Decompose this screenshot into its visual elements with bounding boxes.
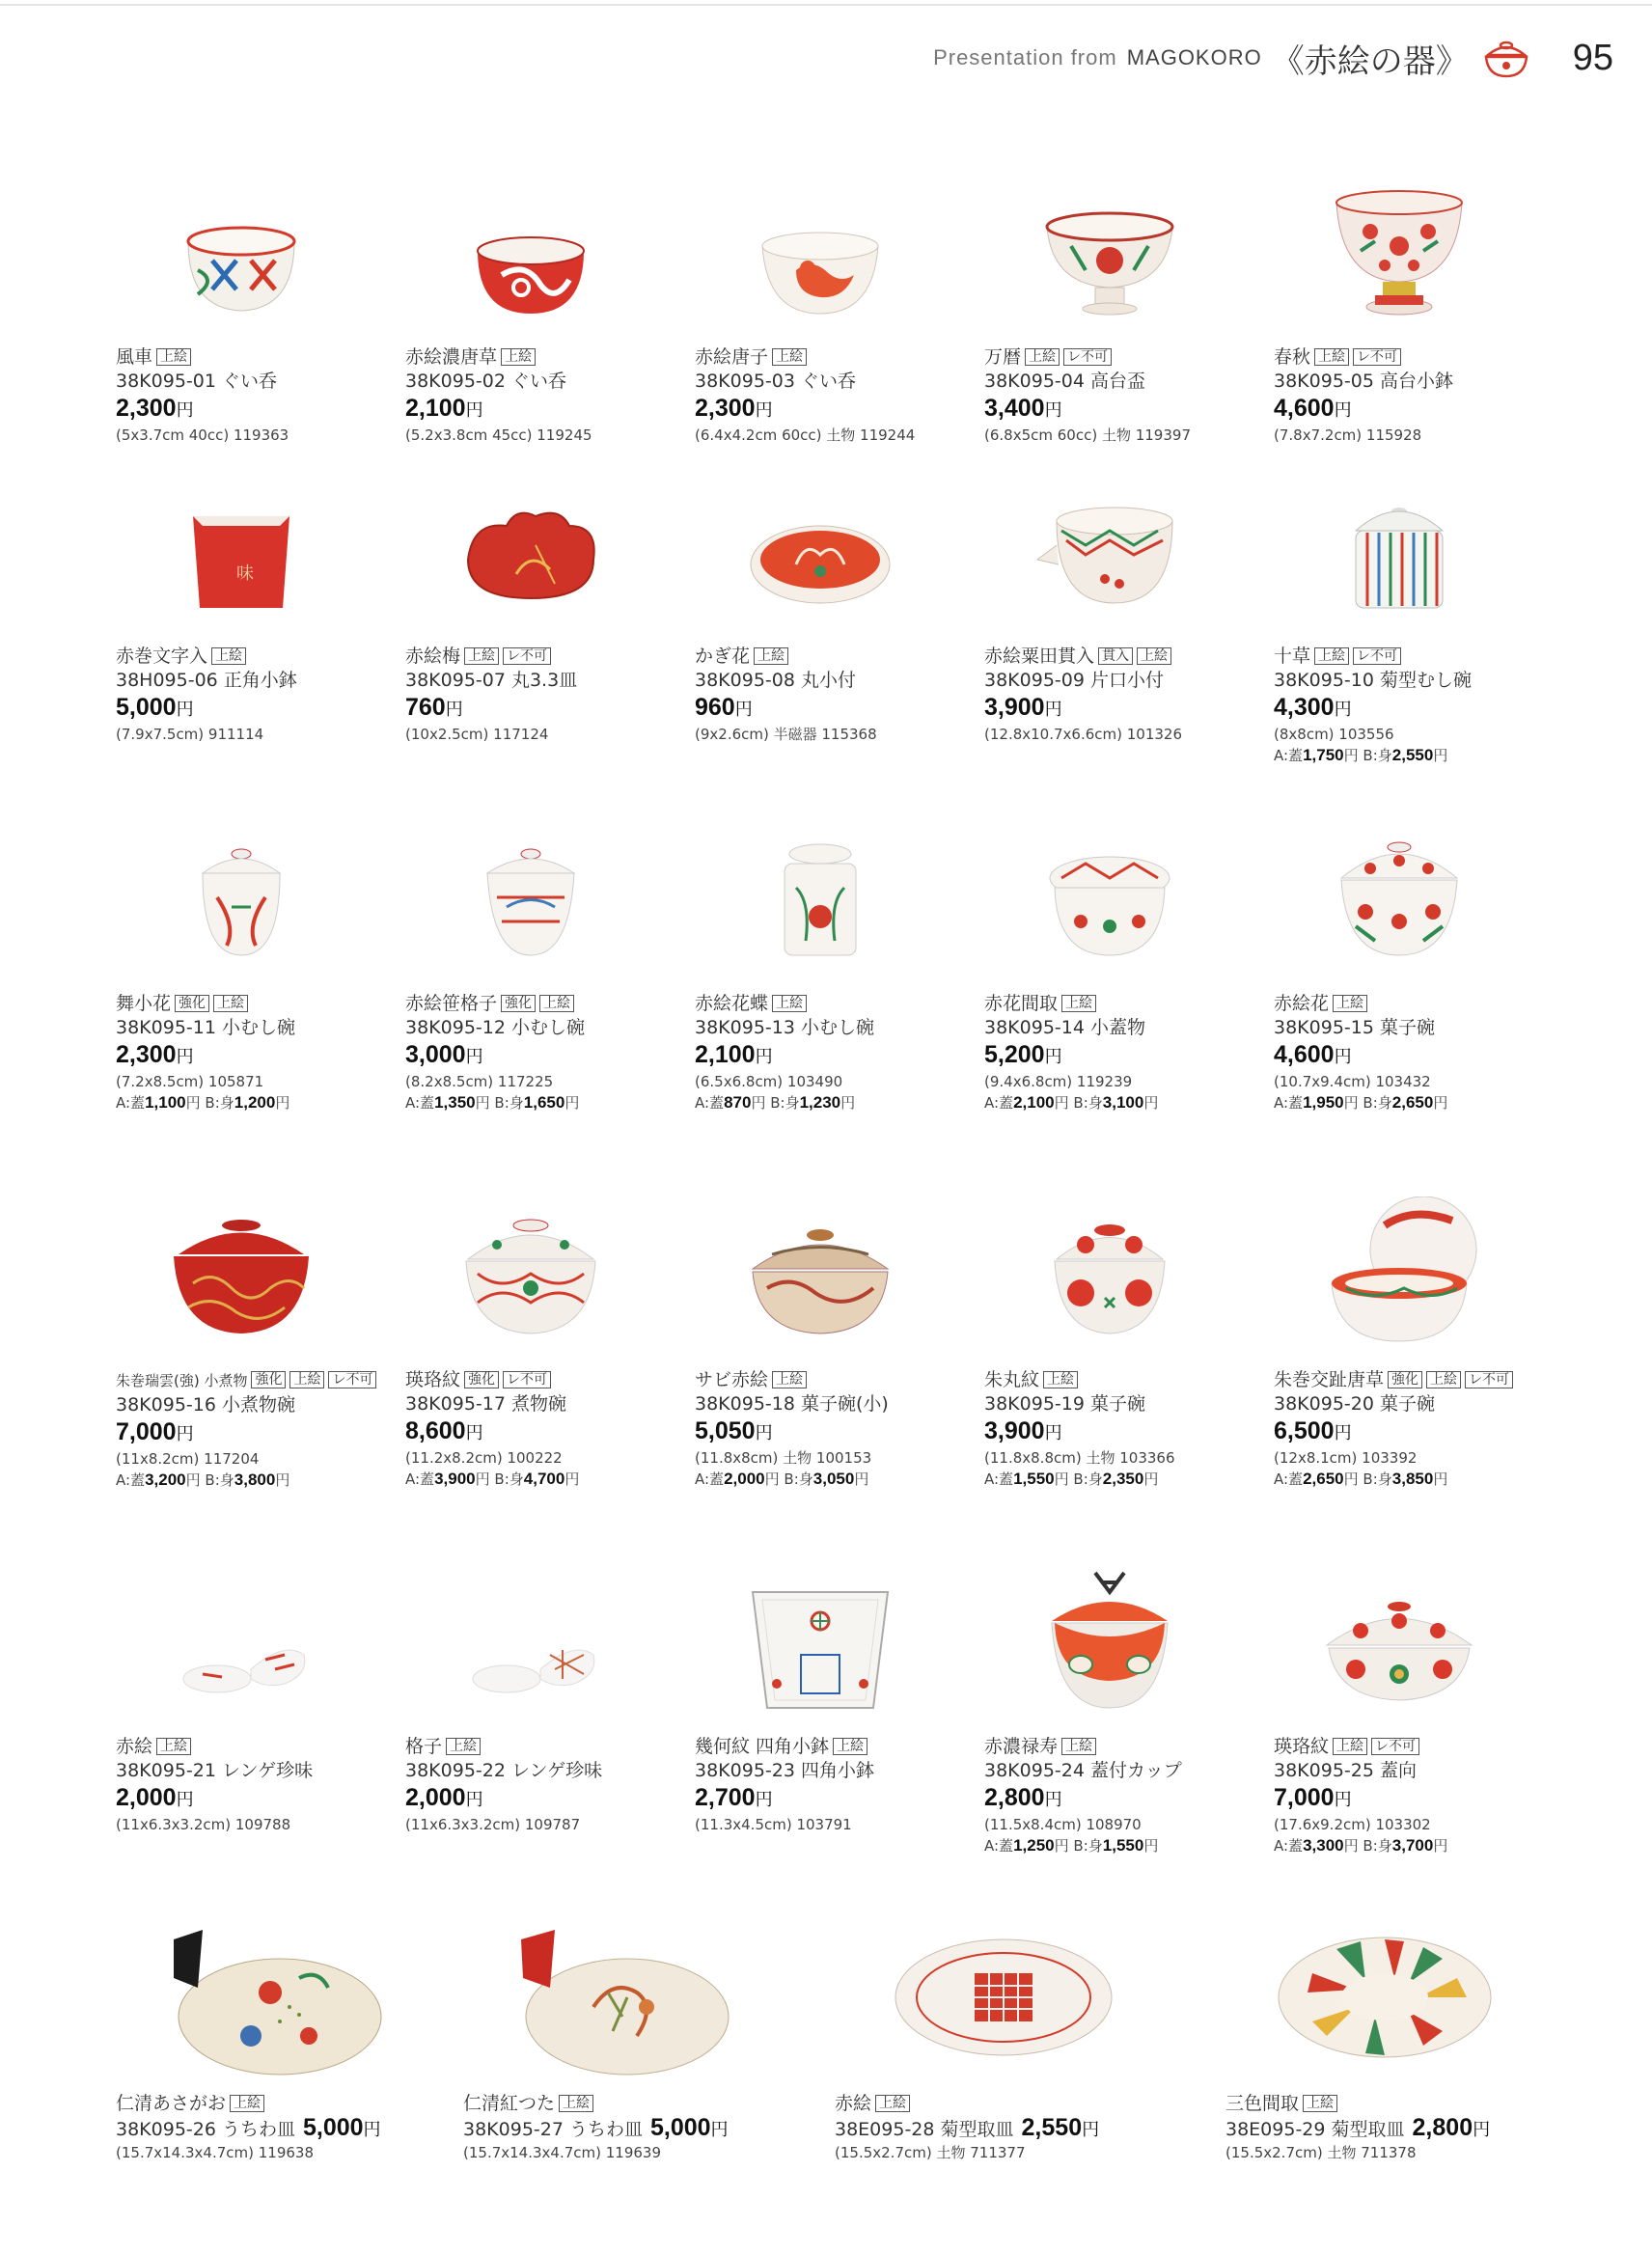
product-code: 38K095-04 高台盃 [984, 371, 1145, 392]
product-spec: (11x6.3x3.2cm) 109787 [405, 1816, 581, 1833]
product-name: 風車 [116, 346, 153, 368]
badge: 上絵 [1061, 995, 1096, 1012]
price: 7,000 [116, 1418, 177, 1445]
yen: 円 [1334, 700, 1352, 719]
body-price: 3,100 [1102, 1093, 1144, 1112]
badge: 上絵 [211, 647, 246, 665]
yen: 円 [755, 1047, 773, 1066]
price: 2,000 [116, 1784, 177, 1811]
product-image [96, 1177, 386, 1361]
badge: 強化 [464, 1371, 499, 1388]
page-number: 95 [1572, 37, 1613, 78]
product-image [386, 154, 675, 338]
product-name: 舞小花 [116, 993, 172, 1014]
product-image [96, 1544, 386, 1727]
price: 4,600 [1274, 395, 1335, 422]
lid-body-prices: A:蓋870円 B:身1,230円 [695, 1093, 856, 1112]
lid-price: 870 [724, 1093, 752, 1112]
product-card[interactable] [96, 801, 386, 1113]
product-card[interactable] [965, 154, 1254, 446]
product-name: 朱巻交趾唐草 [1274, 1369, 1385, 1390]
product-spec: (11.8x8.8cm) 土物 103366 [984, 1449, 1175, 1467]
product-code: 38K095-16 小煮物碗 [116, 1394, 295, 1416]
product-spec: (5x3.7cm 40cc) 119363 [116, 426, 289, 444]
lid-body-prices: A:蓋3,200円 B:身3,800円 [116, 1471, 290, 1489]
product-image [965, 1544, 1254, 1727]
product-card[interactable] [1206, 1891, 1563, 2163]
lid-body-prices: A:蓋2,650円 B:身3,850円 [1274, 1470, 1448, 1488]
product-name: 赤絵粟田貫入 [984, 646, 1095, 667]
product-spec: (11x6.3x3.2cm) 109788 [116, 1816, 291, 1833]
product-code: 38K095-17 煮物碗 [405, 1393, 566, 1415]
product-card[interactable] [965, 1177, 1254, 1491]
lid-price: 3,900 [434, 1470, 476, 1488]
product-image [965, 801, 1254, 984]
yen: 円 [465, 1047, 483, 1066]
yen: 円 [176, 700, 194, 719]
product-code: 38K095-01 ぐい呑 [116, 371, 277, 392]
price: 2,300 [116, 395, 177, 422]
price: 960 [695, 694, 735, 721]
lid-body-prices: A:蓋1,750円 B:身2,550円 [1274, 746, 1448, 764]
product-name: 春秋 [1274, 346, 1311, 368]
product-card[interactable] [386, 154, 675, 446]
body-price: 2,650 [1391, 1093, 1434, 1112]
product-card[interactable] [96, 1544, 386, 1856]
product-spec: (12x8.1cm) 103392 [1274, 1449, 1418, 1467]
product-spec: (15.7x14.3x4.7cm) 119639 [463, 2144, 661, 2161]
badge: 上絵 [289, 1371, 324, 1388]
product-name: 赤絵花蝶 [695, 993, 769, 1014]
price: 2,700 [695, 1784, 756, 1811]
product-name: 赤絵唐子 [695, 346, 769, 368]
badge: レ不可 [1063, 348, 1112, 366]
yen: 円 [363, 2120, 381, 2139]
badge: 強化 [251, 1371, 286, 1388]
badge: レ不可 [503, 647, 551, 665]
price: 5,200 [984, 1041, 1045, 1068]
badge: 上絵 [1426, 1371, 1461, 1388]
product-spec: (6.5x6.8cm) 103490 [695, 1073, 843, 1090]
yen: 円 [176, 1790, 194, 1809]
product-spec: (11.8x8cm) 土物 100153 [695, 1449, 872, 1467]
product-image [1254, 1177, 1544, 1361]
price: 3,900 [984, 694, 1045, 721]
body-price: 1,230 [799, 1093, 841, 1112]
product-name: 赤絵笹格子 [405, 993, 498, 1014]
product-image [96, 801, 386, 984]
product-spec: (6.8x5cm 60cc) 土物 119397 [984, 426, 1191, 444]
product-spec: (11.5x8.4cm) 108970 [984, 1816, 1142, 1833]
product-image [96, 1891, 444, 2084]
product-card[interactable] [96, 154, 386, 446]
product-card[interactable] [386, 801, 675, 1113]
product-card[interactable] [965, 454, 1254, 766]
product-code: 38K095-21 レンゲ珍味 [116, 1760, 314, 1781]
price: 7,000 [1274, 1784, 1335, 1811]
product-code: 38E095-29 菊型取皿 [1225, 2119, 1405, 2140]
price: 2,800 [1412, 2114, 1473, 2141]
price: 3,900 [984, 1417, 1045, 1444]
product-card[interactable] [1254, 801, 1544, 1113]
product-image [815, 1891, 1192, 2084]
badge: 上絵 [772, 348, 807, 366]
price: 5,000 [302, 2114, 364, 2141]
price: 4,600 [1274, 1041, 1335, 1068]
product-card[interactable] [675, 1544, 965, 1856]
price: 2,800 [984, 1784, 1045, 1811]
product-code: 38K095-24 蓋付カップ [984, 1760, 1182, 1781]
product-name: 赤絵濃唐草 [405, 346, 498, 368]
product-image [965, 454, 1254, 637]
product-card[interactable] [386, 1544, 675, 1856]
product-spec: (8x8cm) 103556 [1274, 726, 1394, 743]
badge: 上絵 [1043, 1371, 1078, 1388]
lid-price: 1,950 [1303, 1093, 1344, 1112]
product-image [965, 1177, 1254, 1361]
product-name: 朱巻瑞雲(強) 小煮物 [116, 1372, 248, 1389]
lid-body-prices: A:蓋1,100円 B:身1,200円 [116, 1093, 290, 1112]
yen: 円 [1082, 2120, 1100, 2139]
product-card[interactable] [1254, 1544, 1544, 1856]
series-title: 《赤絵の器》 [1271, 41, 1469, 81]
product-image [675, 801, 965, 984]
product-spec: (15.5x2.7cm) 土物 711377 [835, 2144, 1026, 2161]
product-code: 38K095-11 小むし碗 [116, 1017, 295, 1038]
product-name: 朱丸紋 [984, 1369, 1040, 1390]
product-card[interactable] [675, 1177, 965, 1491]
body-price: 3,800 [234, 1471, 276, 1489]
product-image [386, 1177, 675, 1361]
yen: 円 [1044, 1790, 1062, 1809]
badge: 上絵 [772, 995, 807, 1012]
product-name: 赤巻文字入 [116, 646, 208, 667]
price: 3,400 [984, 395, 1045, 422]
product-image [1206, 1891, 1563, 2084]
product-image [675, 154, 965, 338]
product-image [444, 1891, 791, 2084]
body-price: 3,850 [1391, 1470, 1434, 1488]
yen: 円 [755, 1790, 773, 1809]
product-code: 38E095-28 菊型取皿 [835, 2119, 1014, 2140]
product-spec: (7.8x7.2cm) 115928 [1274, 426, 1422, 444]
badge: 上絵 [1333, 995, 1367, 1012]
body-price: 4,700 [523, 1470, 565, 1488]
product-name: サビ赤絵 [695, 1369, 769, 1390]
presentation-label: Presentation from [933, 45, 1117, 69]
yen: 円 [445, 700, 463, 719]
lid-price: 3,300 [1303, 1836, 1344, 1855]
price: 5,000 [116, 694, 177, 721]
product-spec: (11.2x8.2cm) 100222 [405, 1449, 563, 1467]
product-image [96, 454, 386, 637]
lid-price: 1,350 [434, 1093, 476, 1112]
product-code: 38K095-02 ぐい呑 [405, 371, 566, 392]
badge: 上絵 [833, 1738, 867, 1755]
lid-price: 1,550 [1013, 1470, 1055, 1488]
product-row-4 [96, 1177, 1563, 1491]
badge: レ不可 [1371, 1738, 1419, 1755]
price: 760 [405, 694, 446, 721]
price: 4,300 [1274, 694, 1335, 721]
product-code: 38K095-14 小蓋物 [984, 1017, 1145, 1038]
price: 2,300 [116, 1041, 177, 1068]
product-spec: (6.4x4.2cm 60cc) 土物 119244 [695, 426, 916, 444]
yen: 円 [1044, 1047, 1062, 1066]
lidded-bowl-icon [1482, 36, 1530, 80]
lid-body-prices: A:蓋2,000円 B:身3,050円 [695, 1470, 869, 1488]
body-price: 1,550 [1102, 1836, 1144, 1855]
product-card[interactable] [386, 1177, 675, 1491]
product-row-5 [96, 1544, 1563, 1856]
yen: 円 [1044, 400, 1062, 420]
product-spec: (9x2.6cm) 半磁器 115368 [695, 726, 877, 743]
product-name: 赤絵花 [1274, 993, 1330, 1014]
product-image [96, 154, 386, 338]
product-name: かぎ花 [695, 646, 751, 667]
price: 2,100 [695, 1041, 756, 1068]
product-card[interactable] [675, 801, 965, 1113]
product-name: 瑛珞紋 [405, 1369, 461, 1390]
product-code: 38K095-08 丸小付 [695, 670, 856, 691]
yen: 円 [1044, 700, 1062, 719]
badge: 上絵 [1314, 348, 1349, 366]
yen: 円 [710, 2120, 729, 2139]
badge: 上絵 [1061, 1738, 1096, 1755]
product-name: 赤絵 [835, 2093, 872, 2114]
product-name: 万暦 [984, 346, 1022, 368]
lid-body-prices: A:蓋1,350円 B:身1,650円 [405, 1093, 580, 1112]
lid-body-prices: A:蓋3,900円 B:身4,700円 [405, 1470, 580, 1488]
product-card[interactable] [1254, 1177, 1544, 1491]
product-name: 幾何紋 四角小鉢 [695, 1736, 830, 1757]
yen: 円 [1334, 1790, 1352, 1809]
product-code: 38K095-20 菓子碗 [1274, 1393, 1435, 1415]
badge: 上絵 [1314, 647, 1349, 665]
badge: レ不可 [503, 1371, 551, 1388]
product-image [1254, 1544, 1544, 1727]
badge: 上絵 [875, 2095, 910, 2112]
badge: 上絵 [156, 1738, 191, 1755]
product-card[interactable] [965, 801, 1254, 1113]
badge: 上絵 [213, 995, 248, 1012]
product-row-3 [96, 801, 1563, 1113]
yen: 円 [176, 1047, 194, 1066]
badge: 上絵 [1333, 1738, 1367, 1755]
badge: 上絵 [446, 1738, 481, 1755]
product-row-1 [96, 154, 1563, 446]
product-card[interactable] [675, 454, 965, 766]
product-code: 38K095-19 菓子碗 [984, 1393, 1145, 1415]
svg-text:味: 味 [236, 564, 254, 584]
product-name: 赤絵 [116, 1736, 153, 1757]
product-code: 38K095-03 ぐい呑 [695, 371, 856, 392]
product-image [1254, 454, 1544, 637]
product-code: 38K095-27 うちわ皿 [463, 2119, 643, 2140]
lid-body-prices: A:蓋1,950円 B:身2,650円 [1274, 1093, 1448, 1112]
badge: 上絵 [464, 647, 499, 665]
product-row-2 [96, 454, 1563, 766]
lid-price: 2,650 [1303, 1470, 1344, 1488]
product-image [1254, 801, 1544, 984]
product-code: 38K095-12 小むし碗 [405, 1017, 585, 1038]
yen: 円 [734, 700, 753, 719]
badge: 上絵 [1025, 348, 1060, 366]
body-price: 1,200 [234, 1093, 276, 1112]
product-code: 38K095-05 高台小鉢 [1274, 371, 1453, 392]
product-code: 38K095-18 菓子碗(小) [695, 1393, 889, 1415]
lid-body-prices: A:蓋1,550円 B:身2,350円 [984, 1470, 1159, 1488]
yen: 円 [465, 1790, 483, 1809]
product-card[interactable] [1254, 454, 1544, 766]
lid-price: 2,000 [724, 1470, 765, 1488]
body-price: 2,350 [1102, 1470, 1144, 1488]
product-name: 三色間取 [1225, 2093, 1300, 2114]
product-image [386, 454, 675, 637]
product-spec: (7.2x8.5cm) 105871 [116, 1073, 264, 1090]
body-price: 3,700 [1391, 1836, 1434, 1855]
badge: 上絵 [501, 348, 536, 366]
badge: レ不可 [1353, 348, 1401, 366]
yen: 円 [1044, 1423, 1062, 1443]
lid-price: 3,200 [145, 1471, 186, 1489]
badge: レ不可 [1465, 1371, 1513, 1388]
badge: レ不可 [328, 1371, 376, 1388]
yen: 円 [755, 1423, 773, 1443]
product-name: 格子 [405, 1736, 443, 1757]
product-spec: (15.7x14.3x4.7cm) 119638 [116, 2144, 314, 2161]
badge: 上絵 [559, 2095, 593, 2112]
product-code: 38K095-13 小むし碗 [695, 1017, 874, 1038]
price: 6,500 [1274, 1417, 1335, 1444]
product-card[interactable] [965, 1544, 1254, 1856]
price: 3,000 [405, 1041, 466, 1068]
product-name: 赤濃禄寿 [984, 1736, 1059, 1757]
product-name: 十草 [1274, 646, 1311, 667]
product-card[interactable] [96, 1891, 444, 2163]
yen: 円 [1334, 1423, 1352, 1443]
badge: 強化 [1388, 1371, 1422, 1388]
product-card[interactable] [96, 454, 386, 766]
body-price: 3,050 [812, 1470, 855, 1488]
product-image [386, 1544, 675, 1727]
price: 2,000 [405, 1784, 466, 1811]
lid-price: 1,750 [1303, 746, 1344, 764]
product-spec: (15.5x2.7cm) 土物 711378 [1225, 2144, 1417, 2161]
yen: 円 [755, 400, 773, 420]
badge: 強化 [501, 995, 536, 1012]
product-name: 赤花間取 [984, 993, 1059, 1014]
product-name: 仁清あさがお [116, 2093, 227, 2114]
lid-body-prices: A:蓋1,250円 B:身1,550円 [984, 1836, 1159, 1855]
product-code: 38K095-23 四角小鉢 [695, 1760, 874, 1781]
product-code: 38K095-26 うちわ皿 [116, 2119, 295, 2140]
product-spec: (12.8x10.7x6.6cm) 101326 [984, 726, 1182, 743]
body-price: 1,650 [523, 1093, 565, 1112]
product-image [386, 801, 675, 984]
price: 2,100 [405, 395, 466, 422]
badge: 上絵 [156, 348, 191, 366]
brand-name: MAGOKORO [1126, 45, 1262, 69]
top-rule [0, 4, 1652, 6]
product-card[interactable] [386, 454, 675, 766]
price: 5,050 [695, 1417, 756, 1444]
product-spec: (9.4x6.8cm) 119239 [984, 1073, 1133, 1090]
price: 2,300 [695, 395, 756, 422]
product-image [1254, 154, 1544, 338]
product-spec: (8.2x8.5cm) 117225 [405, 1073, 554, 1090]
product-card[interactable] [444, 1891, 791, 2163]
product-code: 38K095-25 蓋向 [1274, 1760, 1417, 1781]
product-name: 仁清紅つた [463, 2093, 556, 2114]
yen: 円 [1334, 400, 1352, 420]
price: 2,550 [1021, 2114, 1083, 2141]
lid-price: 1,100 [145, 1093, 186, 1112]
product-card[interactable] [675, 154, 965, 446]
product-code: 38K095-15 菓子碗 [1274, 1017, 1435, 1038]
product-card[interactable] [1254, 154, 1544, 446]
yen: 円 [176, 400, 194, 420]
yen: 円 [176, 1424, 194, 1443]
product-image [675, 1177, 965, 1361]
product-spec: (5.2x3.8cm 45cc) 119245 [405, 426, 592, 444]
product-card[interactable] [96, 1177, 386, 1491]
yen: 円 [1473, 2120, 1491, 2139]
product-spec: (10.7x9.4cm) 103432 [1274, 1073, 1431, 1090]
badge: 上絵 [1137, 647, 1171, 665]
badge: 貫入 [1098, 647, 1133, 665]
lid-body-prices: A:蓋3,300円 B:身3,700円 [1274, 1836, 1448, 1855]
product-name: 瑛珞紋 [1274, 1736, 1330, 1757]
product-code: 38K095-09 片口小付 [984, 670, 1164, 691]
product-code: 38K095-07 丸3.3皿 [405, 670, 578, 691]
lid-body-prices: A:蓋2,100円 B:身3,100円 [984, 1093, 1159, 1112]
product-image [675, 454, 965, 637]
product-card[interactable] [815, 1891, 1192, 2163]
badge: 上絵 [772, 1371, 807, 1388]
body-price: 2,550 [1391, 746, 1434, 764]
lid-price: 1,250 [1013, 1836, 1055, 1855]
badge: 強化 [175, 995, 209, 1012]
yen: 円 [465, 400, 483, 420]
product-code: 38K095-10 菊型むし碗 [1274, 670, 1472, 691]
badge: 上絵 [754, 647, 788, 665]
price: 5,000 [649, 2114, 711, 2141]
product-spec: (10x2.5cm) 117124 [405, 726, 549, 743]
yen: 円 [465, 1423, 483, 1443]
product-spec: (7.9x7.5cm) 911114 [116, 726, 264, 743]
lid-price: 2,100 [1013, 1093, 1055, 1112]
product-image [965, 154, 1254, 338]
badge: 上絵 [230, 2095, 264, 2112]
product-code: 38K095-22 レンゲ珍味 [405, 1760, 603, 1781]
yen: 円 [1334, 1047, 1352, 1066]
price: 8,600 [405, 1417, 466, 1444]
product-spec: (11x8.2cm) 117204 [116, 1450, 260, 1468]
badge: レ不可 [1353, 647, 1401, 665]
product-code: 38H095-06 正角小鉢 [116, 670, 297, 691]
page-header [933, 29, 1613, 87]
badge: 上絵 [1303, 2095, 1337, 2112]
product-name: 赤絵梅 [405, 646, 461, 667]
badge: 上絵 [539, 995, 574, 1012]
product-image [675, 1544, 965, 1727]
product-spec: (17.6x9.2cm) 103302 [1274, 1816, 1431, 1833]
product-spec: (11.3x4.5cm) 103791 [695, 1816, 852, 1833]
